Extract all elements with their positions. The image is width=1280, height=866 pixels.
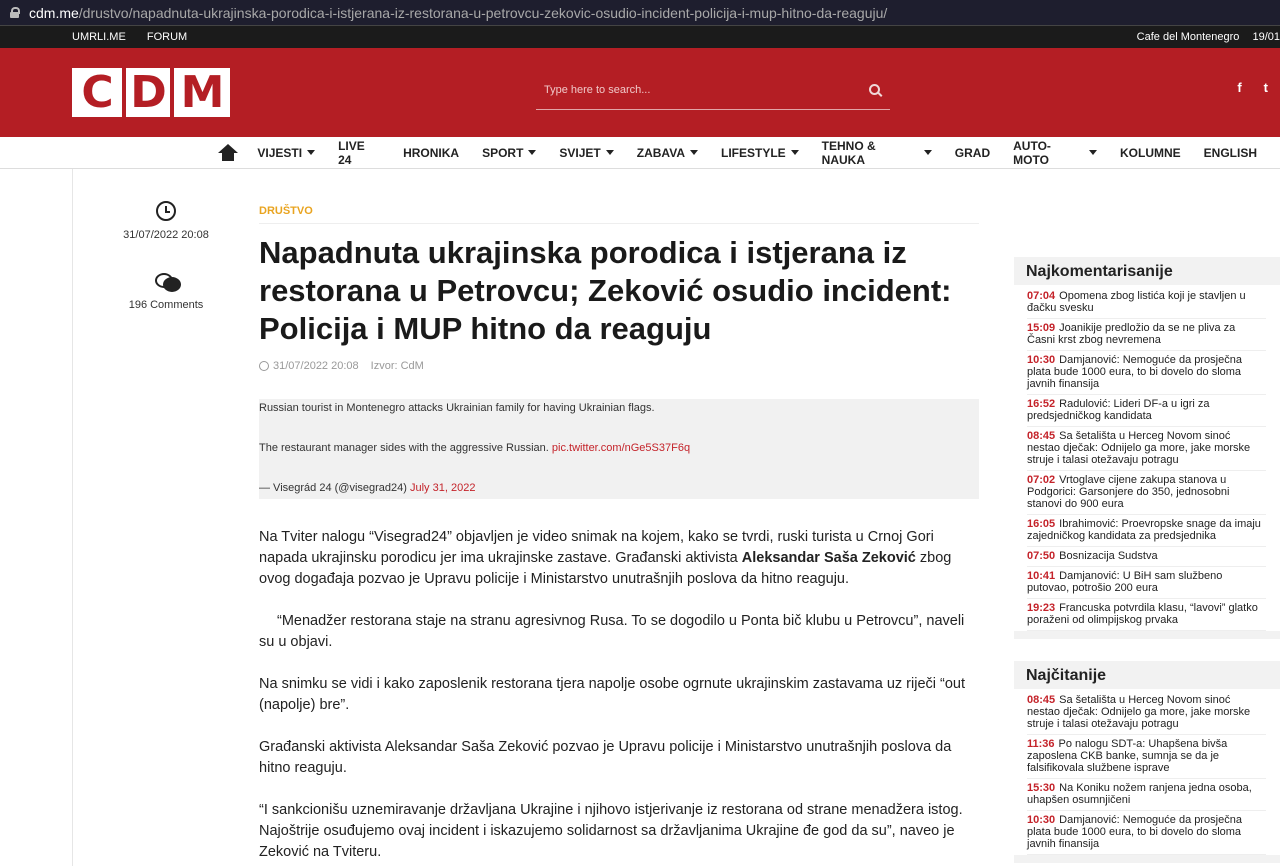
chevron-down-icon	[1089, 150, 1097, 155]
most-read-list	[1014, 691, 1280, 855]
item-time: 11:36	[1027, 738, 1055, 750]
topbar-link-umrli[interactable]: UMRLI.ME	[72, 31, 126, 43]
article-title: Napadnuta ukrajinska porodica i istjerana iz restorana u Petrovcu; Zeković osudio incident: Policija i MUP hitno da reaguju	[259, 235, 952, 346]
item-headline[interactable]: Francuska potvrdila klasu, “lavovi” glatko poraženi od olimpijskog prvaka	[1027, 602, 1258, 626]
chevron-down-icon	[690, 150, 698, 155]
paragraph: “Menadžer restorana staje na stranu agresivnog Rusa. To se dogodilo u Ponta bič klubu u Petrovcu”, naveli su u objavi.	[259, 613, 965, 650]
embedded-tweet	[259, 399, 979, 499]
item-time: 15:30	[1027, 782, 1056, 794]
paragraph: Na Tviter nalogu “Visegrad24” objavljen je video snimak na kojem, kako se tvrdi, ruski turista u Crnoj Gori napada ukrajinsku porodicu jer ima ukrajinske zastave. Građanski aktivista Aleksandar Saša Zeković zbog ovog događaja pozvao je Upravu policije i Ministarstvo unutrašnjih poslova da hitno reaguju.	[259, 529, 952, 587]
item-time: 10:30	[1027, 354, 1056, 366]
chevron-down-icon	[791, 150, 799, 155]
list-item[interactable]	[1027, 515, 1266, 547]
facebook-icon[interactable]: f	[1237, 80, 1242, 95]
browser-address-bar[interactable]	[0, 0, 1280, 26]
list-item[interactable]	[1027, 395, 1266, 427]
item-time: 08:45	[1027, 430, 1056, 442]
item-time: 07:04	[1027, 290, 1056, 302]
item-headline[interactable]: Bosnizacija Sudstva	[1059, 550, 1158, 562]
item-time: 15:09	[1027, 322, 1056, 334]
item-headline[interactable]: Sa šetališta u Herceg Novom sinoć nestao dječak: Odnijelo ga more, jake morske struje i talasi otežavaju potragu	[1027, 694, 1251, 730]
list-item[interactable]	[1027, 779, 1266, 811]
article	[259, 169, 979, 866]
item-headline[interactable]: Na Koniku nožem ranjena jedna osoba, uhapšen osumnjičeni	[1027, 782, 1252, 806]
item-time: 07:02	[1027, 474, 1056, 486]
list-item[interactable]	[1027, 811, 1266, 855]
chevron-down-icon	[528, 150, 536, 155]
clock-icon	[259, 361, 269, 371]
logo-letter-c: C	[72, 68, 122, 117]
logo-letter-m: M	[174, 68, 230, 117]
item-headline[interactable]: Po nalogu SDT-a: Uhapšena bivša zaposlena CKB banke, sumnja se da je falsifikovala službene isprave	[1027, 738, 1228, 774]
item-time: 16:05	[1027, 518, 1056, 530]
nav-item-sport[interactable]: SPORT	[482, 146, 536, 160]
article-category[interactable]: DRUŠTVO	[259, 205, 979, 224]
list-item[interactable]	[1027, 319, 1266, 351]
item-time: 08:45	[1027, 694, 1056, 706]
bold-name: Aleksandar Saša Zeković	[741, 550, 916, 566]
tweet-line: The restaurant manager sides with the aggressive Russian. pic.twitter.com/nGe5S37F6q	[259, 442, 691, 454]
item-headline[interactable]: Joanikije predložio da se ne pliva za Časni krst zbog nevremena	[1027, 322, 1236, 346]
top-bar	[0, 26, 1280, 48]
article-body	[259, 527, 979, 863]
tweet-line: Russian tourist in Montenegro attacks Ukrainian family for having Ukrainian flags.	[259, 402, 655, 414]
nav-item-svijet[interactable]: SVIJET	[559, 146, 613, 160]
item-headline[interactable]: Damjanović: Nemoguće da prosječna plata bude 1000 eura, to bi dovelo do sloma javnih finansija	[1027, 814, 1242, 850]
widget-title: Najkomentarisanije	[1014, 257, 1280, 287]
logo-letter-d: D	[126, 68, 170, 117]
tweet-author-line	[259, 481, 979, 495]
chevron-down-icon	[924, 150, 932, 155]
nav-item-hronika[interactable]: HRONIKA	[403, 145, 460, 160]
nav-item-grad[interactable]: GRAD	[954, 145, 991, 160]
tweet-author: — Visegrád 24 (@visegrad24)	[259, 482, 407, 494]
nav-item-auto-moto[interactable]: AUTO-MOTO	[1013, 139, 1097, 167]
item-headline[interactable]: Damjanović: U BiH sam službeno putovao, potrošio 200 eura	[1027, 570, 1223, 594]
topbar-link-forum[interactable]: FORUM	[146, 31, 188, 43]
paragraph: Građanski aktivista Aleksandar Saša Zeković pozvao je Upravu policije i Ministarstvo unutrašnjih poslova da hitno reaguju.	[259, 739, 952, 776]
chevron-down-icon	[307, 150, 315, 155]
nav-item-english[interactable]: ENGLISH	[1203, 145, 1257, 160]
search-box	[536, 78, 890, 110]
comments-count[interactable]: 196 Comments	[128, 299, 204, 311]
list-item[interactable]	[1027, 735, 1266, 779]
list-item[interactable]	[1027, 287, 1266, 319]
site-header	[0, 48, 1280, 137]
item-time: 07:50	[1027, 550, 1056, 562]
item-time: 16:52	[1027, 398, 1056, 410]
article-source: Izvor: CdM	[370, 360, 424, 372]
article-side-meta	[72, 169, 260, 311]
comments-icon[interactable]	[153, 273, 179, 291]
item-headline[interactable]: Opomena zbog listića koji je stavljen u đačku svesku	[1027, 290, 1246, 314]
twitter-icon[interactable]: t	[1263, 80, 1268, 95]
item-time: 19:23	[1027, 602, 1056, 614]
widget-title: Najčitanije	[1014, 661, 1280, 691]
item-headline[interactable]: Ibrahimović: Proevropske snage da imaju zajedničkog kandidata za predsjednika	[1027, 518, 1261, 542]
lock-icon	[10, 7, 19, 18]
list-item[interactable]	[1027, 547, 1266, 567]
item-headline[interactable]: Damjanović: Nemoguće da prosječna plata bude 1000 eura, to bi dovelo do sloma javnih finansija	[1027, 354, 1242, 390]
item-time: 10:30	[1027, 814, 1056, 826]
search-input[interactable]	[544, 84, 844, 96]
list-item[interactable]	[1027, 599, 1266, 631]
paragraph: “I sankcionišu uznemiravanje državljana Ukrajine i njihovo istjerivanje iz restorana od strane menadžera istog. Najoštrije osuđujemo ovaj incident i iskazujemo solidarnost sa državljanima Ukrajine đe god da su”, naveo je Zeković na Tviteru.	[259, 802, 963, 860]
most-read-widget	[1014, 661, 1280, 863]
side-date: 31/07/2022 20:08	[123, 229, 209, 241]
most-commented-widget	[1014, 257, 1280, 639]
nav-item-lifestyle[interactable]: LIFESTYLE	[721, 146, 799, 160]
item-time: 10:41	[1027, 570, 1056, 582]
list-item[interactable]	[1027, 427, 1266, 471]
home-icon[interactable]	[218, 144, 237, 162]
topbar-date: 19/01	[1252, 31, 1280, 43]
nav-item-kolumne[interactable]: KOLUMNE	[1119, 145, 1181, 160]
nav-item-tehno-nauka[interactable]: TEHNO & NAUKA	[822, 139, 932, 167]
tweet-pic-link[interactable]: pic.twitter.com/nGe5S37F6q	[551, 442, 691, 454]
url-path: /drustvo/napadnuta-ukrajinska-porodica-i-istjerana-iz-restorana-u-petrovcu-zekovic-osudio-incident-policija-i-mup-hitno-da-reaguju/	[78, 4, 888, 21]
main-nav	[0, 137, 1280, 169]
clock-icon	[156, 201, 176, 221]
tweet-date-link[interactable]: July 31, 2022	[410, 482, 476, 494]
list-item[interactable]	[1027, 351, 1266, 395]
article-date: 31/07/2022 20:08	[273, 360, 359, 372]
nav-item-zabava[interactable]: ZABAVA	[637, 146, 698, 160]
list-item[interactable]	[1027, 471, 1266, 515]
search-icon[interactable]	[869, 84, 880, 95]
paragraph: Na snimku se vidi i kako zaposlenik restorana tjera napolje osobe ogrnute ukrajinskim zastavama uz riječi “out (napolje) bre”.	[259, 676, 966, 713]
item-headline[interactable]: Radulović: Lideri DF-a u igri za predsjedničkog kandidata	[1027, 398, 1210, 422]
list-item[interactable]	[1027, 567, 1266, 599]
social-links	[1237, 80, 1268, 95]
most-commented-list	[1014, 287, 1280, 631]
cdm-logo[interactable]	[72, 68, 230, 117]
nav-item-vijesti[interactable]: VIJESTI	[257, 146, 315, 160]
page-content	[0, 169, 1280, 866]
url-domain: cdm.me	[29, 4, 79, 21]
chevron-down-icon	[606, 150, 614, 155]
list-item[interactable]	[1027, 691, 1266, 735]
topbar-cafe-link[interactable]: Cafe del Montenegro	[1136, 31, 1240, 43]
item-headline[interactable]: Sa šetališta u Herceg Novom sinoć nestao dječak: Odnijelo ga more, jake morske struje i talasi otežavaju potragu	[1027, 430, 1251, 466]
sidebar	[1014, 257, 1280, 866]
item-headline[interactable]: Vrtoglave cijene zakupa stanova u Podgorici: Garsonjere do 350, jednosobni stanovi do 900 eura	[1027, 474, 1230, 510]
nav-item-live24[interactable]: LIVE 24	[338, 138, 365, 167]
article-meta	[259, 360, 979, 372]
